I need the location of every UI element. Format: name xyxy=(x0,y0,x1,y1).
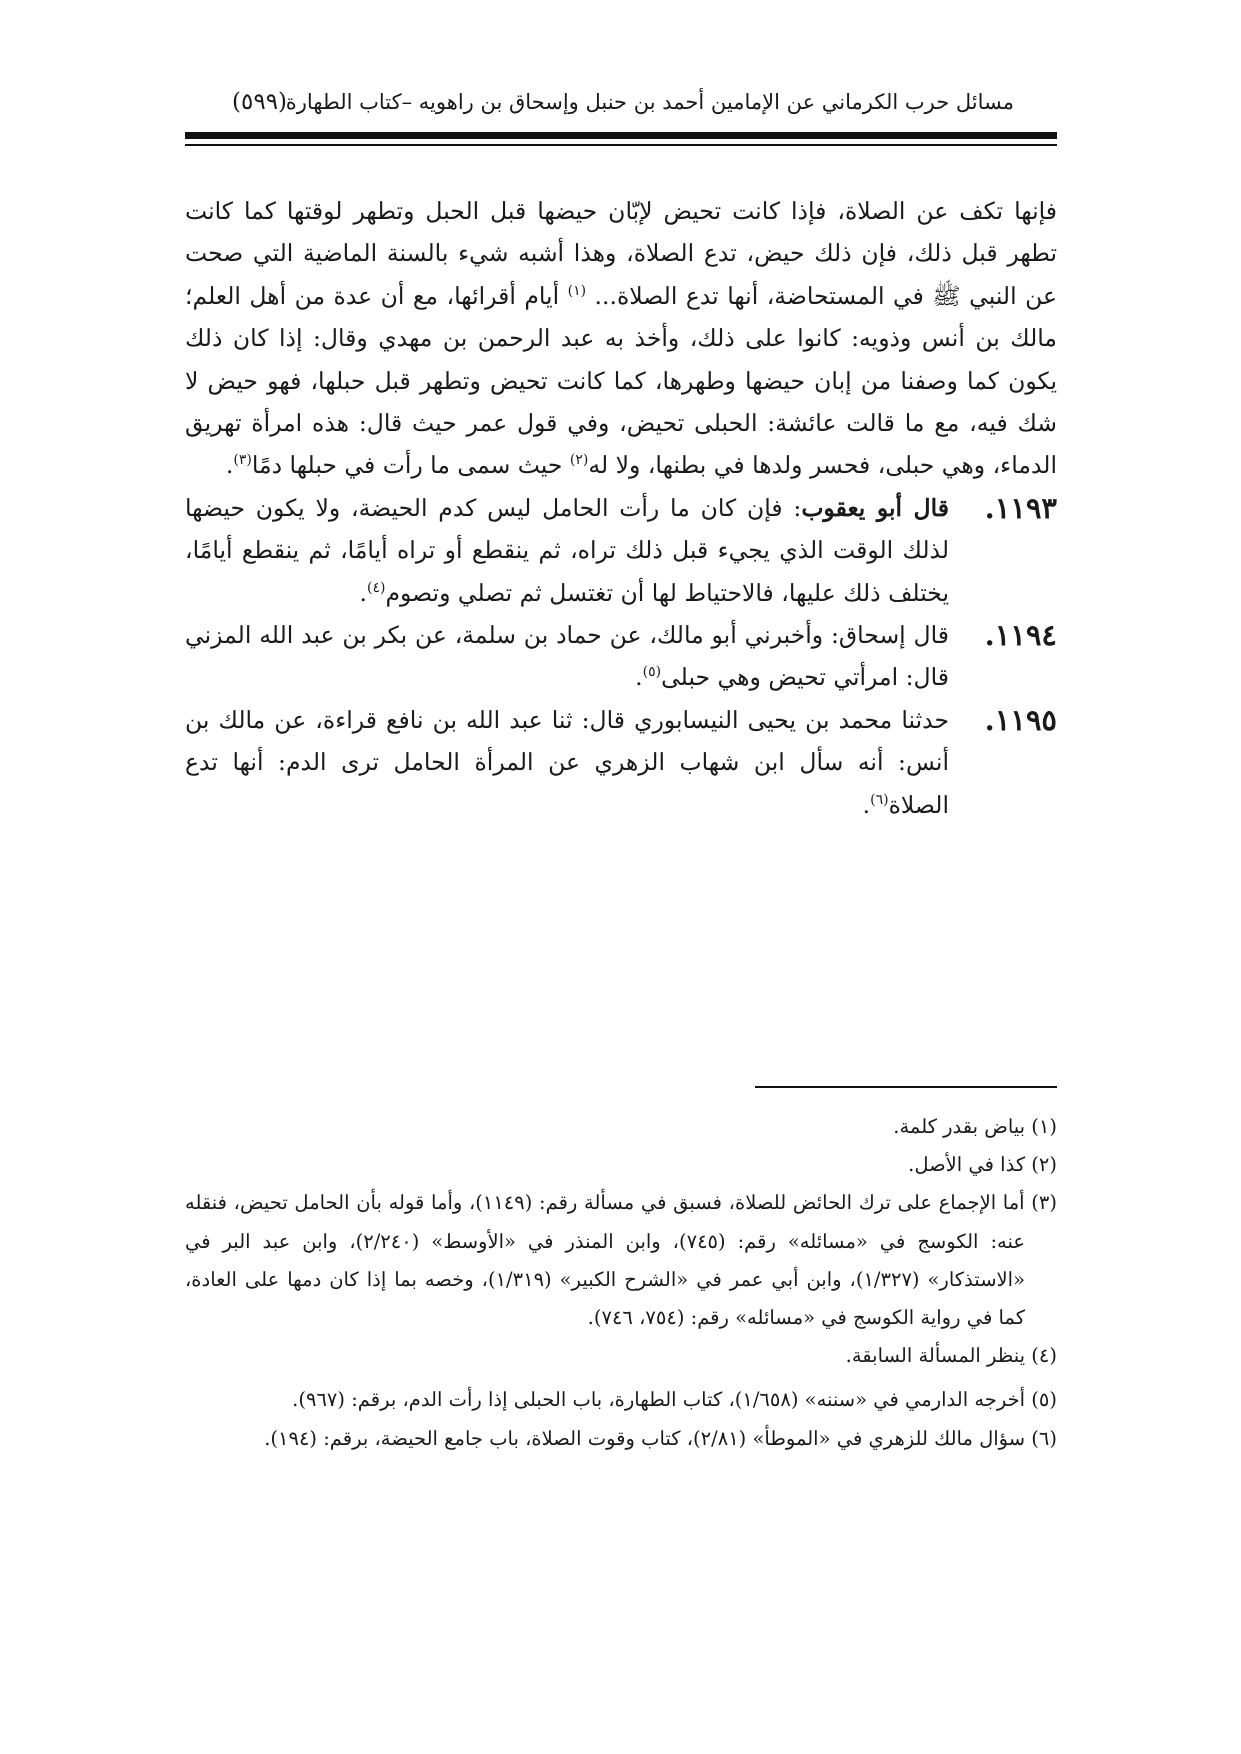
issue-1194 xyxy=(185,614,1057,699)
issue-end: . xyxy=(359,578,367,607)
issue-text xyxy=(185,699,1057,826)
issue-number: ١١٩٥. xyxy=(984,702,1057,737)
issue-1195 xyxy=(185,699,1057,826)
issue-end: . xyxy=(862,790,871,819)
issue-number: ١١٩٣. xyxy=(984,490,1057,525)
footnote-5: (٥) أخرجه الدارمي في «سننه» (١/٦٥٨)، كتاب الطهارة، باب الحبلى إذا رأت الدم، برقم: (٩٦٧). xyxy=(292,1388,1057,1412)
running-header xyxy=(232,84,1014,124)
intro-text-c: حيث سمى ما رأت في حبلها دمًا xyxy=(251,451,570,480)
footnotes xyxy=(185,1108,1057,1458)
issue-text xyxy=(185,487,1057,614)
intro-paragraph xyxy=(185,190,1057,487)
issue-text xyxy=(185,614,1057,699)
footnote-ref-4[interactable]: (٤) xyxy=(367,579,386,596)
footnote-6: (٦) سؤال مالك للزهري في «الموطأ» (٢/٨١)، كتاب وقوت الصلاة، باب جامع الحيضة، برقم: (١٩٤). xyxy=(264,1426,1057,1450)
footnote-ref-5[interactable]: (٥) xyxy=(642,664,662,681)
intro-text-end: . xyxy=(225,451,234,480)
issue-number: ١١٩٤. xyxy=(984,618,1057,653)
intro-text-b: أيام أقرائها، مع أن عدة من أهل العلم؛ مالك بن أنس وذويه: كانوا على ذلك، وأخذ به عبد الرحمن بن مهدي وقال: إذا كان ذلك يكون كما وصفنا من إبان حيضها وطهرها، كما كانت تحيض وتطهر قبل حبلها، فهو حيض لا شك فيه، مع ما قالت عائشة: الحبلى تحيض، وفي قول عمر حيث قال: هذه امرأة تهريق الدماء، وهي حبلى، فحسر ولدها في بطنها، ولا له xyxy=(185,281,1057,480)
footnote-ref-2[interactable]: (٢) xyxy=(569,452,589,469)
issue-body: قال إسحاق: وأخبرني أبو مالك، عن حماد بن سلمة، عن بكر بن عبد الله المزني قال: امرأتي تحيض وهي حبلى xyxy=(185,621,949,692)
running-title: مسائل حرب الكرماني عن الإمامين أحمد بن حنبل وإسحاق بن راهويه –كتاب الطهارة xyxy=(285,90,1014,114)
issue-body: : فإن كان ما رأت الحامل ليس كدم الحيضة، ولا يكون حيضها لذلك الوقت الذي يجيء قبل ذلك تراه، ثم ينقطع أو تراه أيامًا، ثم ينقطع أيامًا، يختلف ذلك عليها، فالاحتياط لها أن تغتسل ثم تصلي وتصوم xyxy=(185,493,949,607)
intro-text-a: فإنها تكف عن الصلاة، فإذا كانت تحيض لإبّان حيضها قبل الحبل وتطهر لوقتها كما كانت تطهر قبل ذلك، فإن ذلك حيض، تدع الصلاة، وهذا أشبه شيء بالسنة الماضية التي صحت عن النبي ﷺ في المستحاضة، أنها تدع الصلاة... xyxy=(185,197,1057,310)
footnote-4: (٤) ينظر المسألة السابقة. xyxy=(845,1344,1057,1368)
footnote-ref-6[interactable]: (٦) xyxy=(870,791,889,808)
issue-1193 xyxy=(185,487,1057,614)
footnote-1: (١) بياض بقدر كلمة. xyxy=(893,1115,1057,1138)
page-number: (٥٩٩) xyxy=(232,89,288,115)
footnote-ref-1[interactable]: (١) xyxy=(567,282,587,299)
main-text xyxy=(185,190,1057,826)
footnote-ref-3[interactable]: (٣) xyxy=(233,452,252,469)
footnote-separator xyxy=(755,1086,1057,1088)
issue-end: . xyxy=(635,663,643,692)
issue-speaker: قال أبو يعقوب xyxy=(801,493,949,522)
header-rule-thick xyxy=(185,132,1057,139)
header-rule-thin xyxy=(185,144,1057,146)
footnote-3: (٣) أما الإجماع على ترك الحائض للصلاة، فسبق في مسألة رقم: (١١٤٩)، وأما قوله بأن الحامل تحيض، فنقله عنه: الكوسج في «مسائله» رقم: (٧٤٥)، وابن المنذر في «الأوسط» (٢/٢٤٠)، وابن عبد البر في «الاستذكار» (١/٣٢٧)، وابن أبي عمر في «الشرح الكبير» (١/٣١٩)، وخصه بما إذا كان دمها على العادة، كما في رواية الكوسج في «مسائله» رقم: (٧٥٤، ٧٤٦). xyxy=(185,1191,1057,1330)
issue-body: حدثنا محمد بن يحيى النيسابوري قال: ثنا عبد الله بن نافع قراءة، عن مالك بن أنس: أنه سأل ابن شهاب الزهري عن المرأة الحامل ترى الدم: أنها تدع الصلاة xyxy=(185,705,949,819)
footnote-2: (٢) كذا في الأصل. xyxy=(908,1153,1057,1177)
